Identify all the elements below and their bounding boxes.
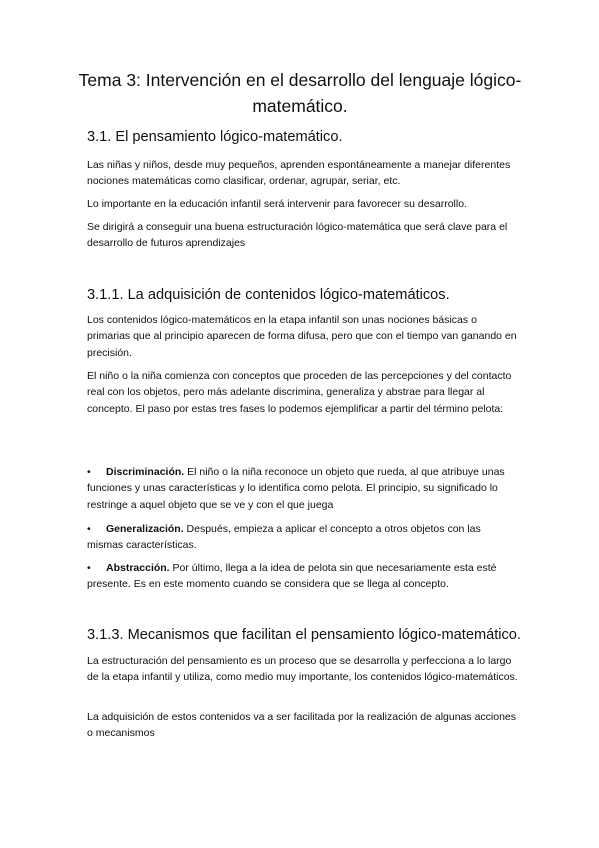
bullet-icon: • <box>87 466 91 478</box>
bullet-icon: • <box>87 523 91 535</box>
section-heading-3-1: 3.1. El pensamiento lógico-matemático. <box>87 129 343 145</box>
list-item-term: Generalización. <box>106 523 184 535</box>
section-heading-3-1-3: 3.1.3. Mecanismos que facilitan el pensamiento lógico-matemático. <box>87 627 521 643</box>
section-heading-3-1-1: 3.1.1. La adquisición de contenidos lógico-matemáticos. <box>87 287 450 303</box>
paragraph: La adquisición de estos contenidos va a ser facilitada por la realización de algunas acciones o mecanismos <box>87 711 517 740</box>
list-item-text: Después, empieza a aplicar el concepto a otros objetos con las mismas características. <box>87 523 481 552</box>
paragraph: Lo importante en la educación infantil será intervenir para favorecer su desarrollo. <box>87 198 467 210</box>
list-item-term: Discriminación. <box>106 466 185 478</box>
paragraph: Se dirigirá a conseguir una buena estructuración lógico-matemática que será clave para el desarrollo de futuros aprendizajes <box>87 221 508 250</box>
page-title: Tema 3: Intervención en el desarrollo del lenguaje lógico-matemático. <box>78 70 522 116</box>
paragraph: Las niñas y niños, desde muy pequeños, aprenden espontáneamente a manejar diferentes nociones matemáticas como clasificar, ordenar, agrupar, seriar, etc. <box>87 159 511 188</box>
paragraph: Los contenidos lógico-matemáticos en la etapa infantil son unas nociones básicas o primarias que al principio aparecen de forma difusa, pero que con el tiempo van ganando en precisión. <box>87 314 517 359</box>
paragraph: La estructuración del pensamiento es un proceso que se desarrolla y perfecciona a lo largo de la etapa infantil y utiliza, como medio muy importante, los contenidos lógico-matemáticos. <box>87 655 518 684</box>
list-item-term: Abstracción. <box>106 562 170 574</box>
list-item <box>87 560 519 593</box>
bullet-icon: • <box>87 562 91 574</box>
list-item <box>87 521 519 554</box>
list-item-text: Por último, llega a la idea de pelota sin que necesariamente esta esté presente. Es en este momento cuando se considera que se llega al concepto. <box>87 562 497 591</box>
list-item-text: El niño o la niña reconoce un objeto que rueda, al que atribuye unas funciones y unas características y lo identifica como pelota. El principio, su significado lo restringe a aquel objeto que se ve y con el que juega <box>87 466 505 511</box>
list-item <box>87 464 519 513</box>
paragraph: El niño o la niña comienza con conceptos que proceden de las percepciones y del contacto real con los objetos, pero más adelante discrimina, generaliza y abstrae para llegar al concepto. El paso por estas tres fases lo podemos ejemplificar a partir del término pelota: <box>87 370 512 415</box>
